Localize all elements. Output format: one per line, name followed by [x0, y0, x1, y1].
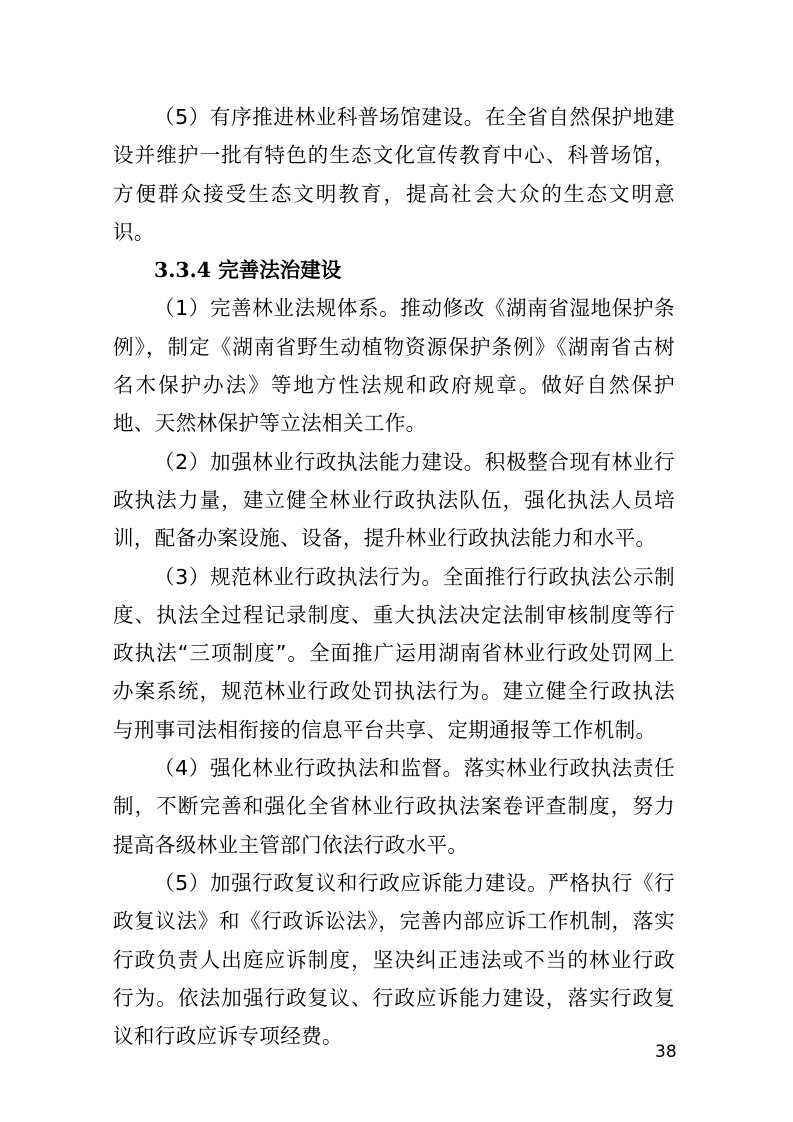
- paragraph-3-enforcement-conduct: （3）规范林业行政执法行为。全面推行行政执法公示制度、执法全过程记录制度、重大执法决定法制审核制度等行政执法“三项制度”。全面推广运用湖南省林业行政处罚网上办案系统，规范林业行政处罚执法行为。建立健全行政执法与刑事司法相衔接的信息平台共享、定期通报等工作机制。: [113, 564, 675, 742]
- paragraph-2-enforcement-capacity: （2）加强林业行政执法能力建设。积极整合现有林业行政执法力量，建立健全林业行政执法队伍，强化执法人员培训，配备办案设施、设备，提升林业行政执法能力和水平。: [113, 449, 675, 551]
- paragraph-5-review-litigation: （5）加强行政复议和行政应诉能力建设。严格执行《行政复议法》和《行政诉讼法》，完善内部应诉工作机制，落实行政负责人出庭应诉制度，坚决纠正违法或不当的林业行政行为。依法加强行政复议、行政应诉能力建设，落实行政复议和行政应诉专项经费。: [113, 870, 675, 1049]
- document-body: [113, 98, 675, 1055]
- section-heading: 3.3.4 完善法治建设: [154, 258, 342, 283]
- paragraph-1-regulations: （1）完善林业法规体系。推动修改《湖南省湿地保护条例》，制定《湖南省野生动植物资源保护条例》《湖南省古树名木保护办法》等地方性法规和政府规章。做好自然保护地、天然林保护等立法相关工作。: [113, 296, 675, 436]
- paragraph-4-supervision: （4）强化林业行政执法和监督。落实林业行政执法责任制，不断完善和强化全省林业行政执法案卷评查制度，努力提高各级林业主管部门依法行政水平。: [113, 756, 675, 857]
- page-number: 38: [655, 1042, 677, 1062]
- paragraph-5-science-venues: （5）有序推进林业科普场馆建设。在全省自然保护地建设并维护一批有特色的生态文化宣传教育中心、科普场馆，方便群众接受生态文明教育，提高社会大众的生态文明意识。: [113, 105, 675, 244]
